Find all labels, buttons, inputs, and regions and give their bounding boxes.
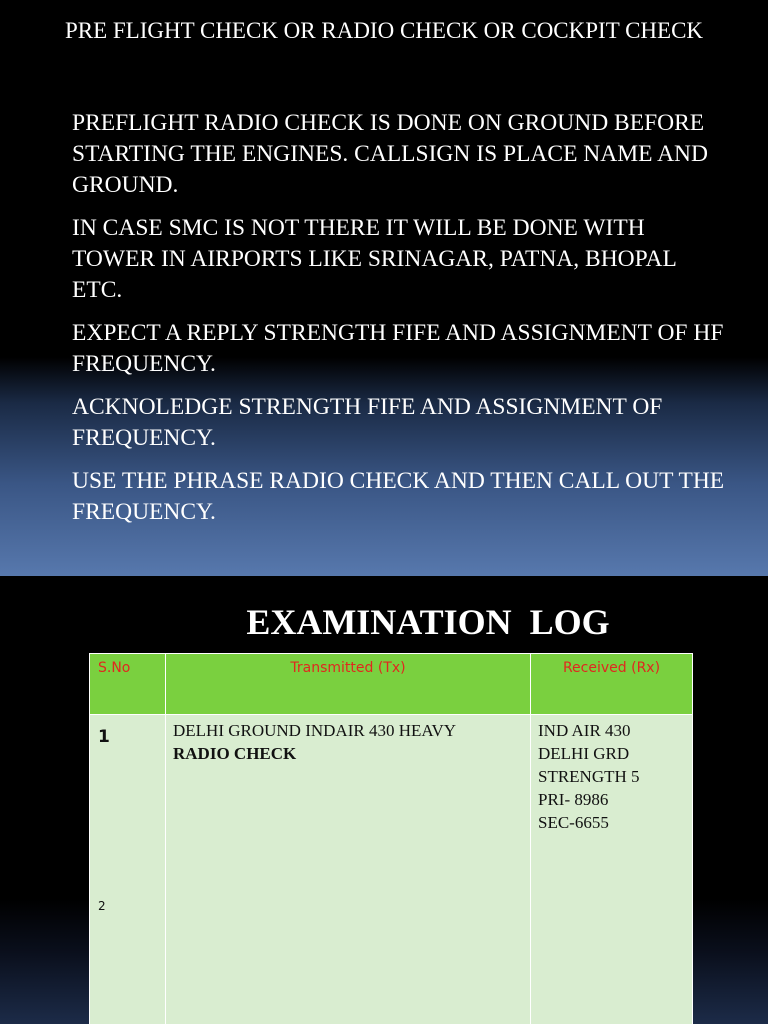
received-text: DELHI GRD: [538, 744, 630, 763]
transmitted-cell: [166, 715, 531, 1024]
paragraph: ACKNOLEDGE STRENGTH FIFE AND ASSIGNMENT OF FREQUENCY.: [72, 394, 663, 451]
received-text: SEC-6655: [538, 813, 609, 832]
table-row: [90, 715, 693, 1024]
transmitted-text: DELHI GROUND INDAIR 430 HEAVY: [173, 721, 456, 740]
paragraph: USE THE PHRASE RADIO CHECK AND THEN CALL OUT THE FREQUENCY.: [72, 468, 725, 525]
received-text: IND AIR 430: [538, 721, 631, 740]
paragraph: EXPECT A REPLY STRENGTH FIFE AND ASSIGNMENT OF HF FREQUENCY.: [72, 320, 724, 377]
column-header-received: Received (Rx): [531, 654, 693, 715]
serial-number-next: 2: [98, 899, 106, 913]
paragraph: IN CASE SMC IS NOT THERE IT WILL BE DONE WITH TOWER IN AIRPORTS LIKE SRINAGAR, PATNA, BHOPAL ETC.: [72, 215, 677, 303]
slide-title: EXAMINATION LOG: [246, 602, 610, 642]
slide-title: PRE FLIGHT CHECK OR RADIO CHECK OR COCKPIT CHECK: [64, 18, 704, 43]
transmitted-text-bold: RADIO CHECK: [173, 744, 297, 763]
received-text: PRI- 8986: [538, 790, 609, 809]
serial-number: 1: [98, 727, 110, 747]
examination-log-table: [89, 653, 693, 1024]
column-header-sno: S.No: [90, 654, 166, 715]
paragraph: PREFLIGHT RADIO CHECK IS DONE ON GROUND BEFORE STARTING THE ENGINES. CALLSIGN IS PLACE NAME AND GROUND.: [72, 110, 708, 198]
received-text: STRENGTH 5: [538, 767, 640, 786]
column-header-transmitted: Transmitted (Tx): [166, 654, 531, 715]
table-header-row: [90, 654, 693, 715]
slide-examination-log: [0, 576, 768, 1024]
paragraph-list: [72, 108, 732, 540]
received-cell: [531, 715, 693, 1024]
sno-cell: [90, 715, 166, 1024]
